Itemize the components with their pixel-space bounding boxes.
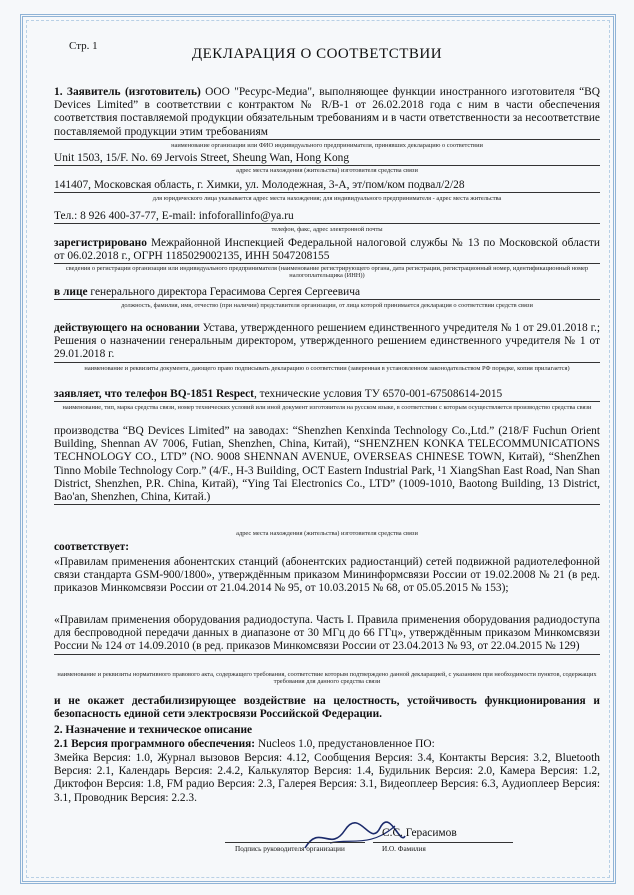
safety-text: и не окажет дестабилизирующее воздействие на целостность, устойчивость функционирования и безопасность единой сети электросвязи Российской Федерации. bbox=[54, 695, 600, 721]
representative-block bbox=[54, 286, 600, 300]
document-title: ДЕКЛАРАЦИЯ О СООТВЕТСТВИИ bbox=[191, 46, 443, 62]
conforms-label bbox=[54, 541, 600, 554]
representative-label: в лице bbox=[54, 286, 88, 298]
basis-label: действующего на основании bbox=[54, 322, 200, 334]
declaration-label: заявляет, что телефон BQ-1851 Respect bbox=[54, 388, 254, 400]
signer-name: С.С. Герасимов bbox=[382, 827, 457, 839]
caption-applicant: наименование организации или ФИО индивидуального предпринимателя, принявших декларацию о соответствии bbox=[171, 142, 483, 149]
rule-gsm: «Правилам применения абонентских станций (абонентских радиостанций) сетей подвижной радиотелефонной связи стандарта GSM-900/1800», утверждённым приказом Мининформсвязи России от 19.02.2008 № 21 (в ред. приказов Минкомсвязи России от 21.04.2014 № 95, от 10.03.2015 № 68, от 05.05.2015 № 153); bbox=[54, 556, 600, 595]
representative-text: генерального директора Герасимова Сергея Сергеевича bbox=[87, 286, 360, 298]
name-line bbox=[373, 842, 513, 843]
caption-registration: сведения о регистрации организации или индивидуального предпринимателя (наименование регистрирующего органа, дата регистрации, регистрационный номер, идентификационный номер налогоплательщика (ИНН)) bbox=[65, 265, 589, 280]
applicant-label: 1. Заявитель (изготовитель) bbox=[54, 86, 201, 98]
conforms-heading: соответствует: bbox=[54, 541, 130, 553]
caption-basis: наименование и реквизиты документа, дающего право подписывать декларацию о соответствии (заверенная в установленном законодательством РФ порядке, копия прилагается) bbox=[84, 365, 570, 372]
declaration-block bbox=[54, 388, 600, 402]
applicant-text: ООО "Ресурс-Медиа", выполняющее функции иностранного изготовителя “BQ Devices Limited” в соответствии с контрактом № R/B-1 от 26.02.2018 года с ним в части обеспечения соответствия поставляемой продукции обязательным требованиям и в части ответственности за несоответствие поставляемой продукции этим требованиям bbox=[54, 86, 600, 138]
software-label: 2.1 Версия программного обеспечения: bbox=[54, 738, 256, 750]
software-version bbox=[54, 738, 600, 751]
caption-contacts: телефон, факс, адрес электронной почты bbox=[271, 226, 383, 233]
caption-address-note: для юридического лица указывается адрес места нахождения; для индивидуального предпринимателя - адрес места жительства bbox=[152, 195, 502, 202]
applicant-address: 141407, Московская область, г. Химки, ул. Молодежная, 3-А, эт/пом/ком подвал/2/28 bbox=[54, 179, 600, 193]
section-2-heading bbox=[54, 724, 600, 737]
caption-regulations: наименование и реквизиты нормативного правового акта, содержащего требования, соответствие которым подтверждено данной декларацией, с указанием при необходимости пунктов, содержащих требования для данного средства связи bbox=[57, 671, 597, 686]
production-block: производства “BQ Devices Limited” на заводах: “Shenzhen Kenxinda Technology Co.,Ltd.” (218/F Fuchun Orient Building, Shennan AV 7006, Futian, Shenzhen, China, Китай), “SHENZHEN KONKA TELECOMMUNICATIONS TECHNOLOGY CO., LTD” (NO. 9008 SHENNAN AVENUE, OVERSEAS CHINESE TOWN, Китай), “ShenZhen Tinno Mobile Technology Corp.” (4/F., H-3 Building, OCT Eastern Industrial Park, ¹1 XiangShan East Road, Nan Shan District, Shenzhen, P.R. China, Китай), “Ying Tai Electronics Co., LTD” (1009-1010, Baotong Building, 13 District, Bao'an, Shenzhen, China, Китай.) bbox=[54, 425, 600, 505]
registration-text: Межрайонной Инспекцией Федеральной налоговой службы № 13 по Московской области от 06.02.2018 г., ОГРН 1185029002135, ИНН 5047208155 bbox=[54, 237, 600, 263]
section-2-title: 2. Назначение и техническое описание bbox=[54, 724, 253, 736]
declaration-text: , технические условия ТУ 6570-001-67508614-2015 bbox=[253, 388, 503, 400]
basis-text: Устава, утвержденного решением единственного учредителя № 1 от 29.01.2018 г.; Решения о назначении генеральным директором, утвержденного решением единственного учредителя № 1 от 29.01.2018 г. bbox=[54, 322, 600, 361]
applicant-block bbox=[54, 86, 600, 140]
registration-block bbox=[54, 237, 600, 264]
software-text: Nucleos 1.0, предустановленное ПО: bbox=[255, 738, 435, 750]
signature-caption: Подпись руководителя организации bbox=[235, 845, 345, 853]
rule-radio-access: «Правилам применения оборудования радиодоступа. Часть I. Правила применения оборудования радиодоступа для беспроводной передачи данных в диапазоне от 30 МГц до 66 ГГц», утверждённым приказом Минкомсвязи России № 124 от 14.09.2010 (в ред. приказов Минкомсвязи России от 23.04.2013 № 93, от 22.04.2015 № 129) bbox=[54, 614, 600, 655]
apps-list: Змейка Версия: 1.0, Журнал вызовов Версия: 4.12, Сообщения Версия: 3.4, Контакты Версия: 3.2, Bluetooth Версия: 2.1, Календарь Версия: 2.4.2, Калькулятор Версия: 1.4, Будильник Версия: 2.0, Камера Версия: 1.2, Диктофон Версия: 1.8, FM радио Версия: 2.3, Галерея Версия: 3.1, Видеоплеер Версия: 6.3, Аудиоплеер Версия: 3.1, Проводник Версия: 2.2.3. bbox=[54, 752, 600, 804]
name-caption: И.О. Фамилия bbox=[382, 845, 426, 853]
caption-factory-address: адрес места нахождения (жительства) изготовителя средства связи bbox=[236, 530, 418, 537]
caption-product: наименование, тип, марка средства связи, номер технических условий или иной документ изготовителя на русском языке, в соответствии с которым осуществляется производство средства связи bbox=[62, 404, 592, 411]
basis-block bbox=[54, 322, 600, 363]
caption-manufacturer-address: адрес места нахождения (жительства) изготовителя средства связи bbox=[236, 167, 418, 174]
manufacturer-address: Unit 1503, 15/F. No. 69 Jervois Street, Sheung Wan, Hong Kong bbox=[54, 152, 600, 166]
signature-line bbox=[225, 842, 365, 843]
safety-statement bbox=[54, 695, 600, 721]
contacts: Тел.: 8 926 400-37-77, E-mail: infoforallinfo@ya.ru bbox=[54, 210, 600, 224]
caption-representative: должность, фамилия, имя, отчество (при наличии) представителя организации, от лица которой принимается декларация о соответствии средств связи bbox=[121, 302, 533, 309]
page-number: Стр. 1 bbox=[69, 40, 98, 52]
registration-label: зарегистрировано bbox=[54, 237, 147, 249]
